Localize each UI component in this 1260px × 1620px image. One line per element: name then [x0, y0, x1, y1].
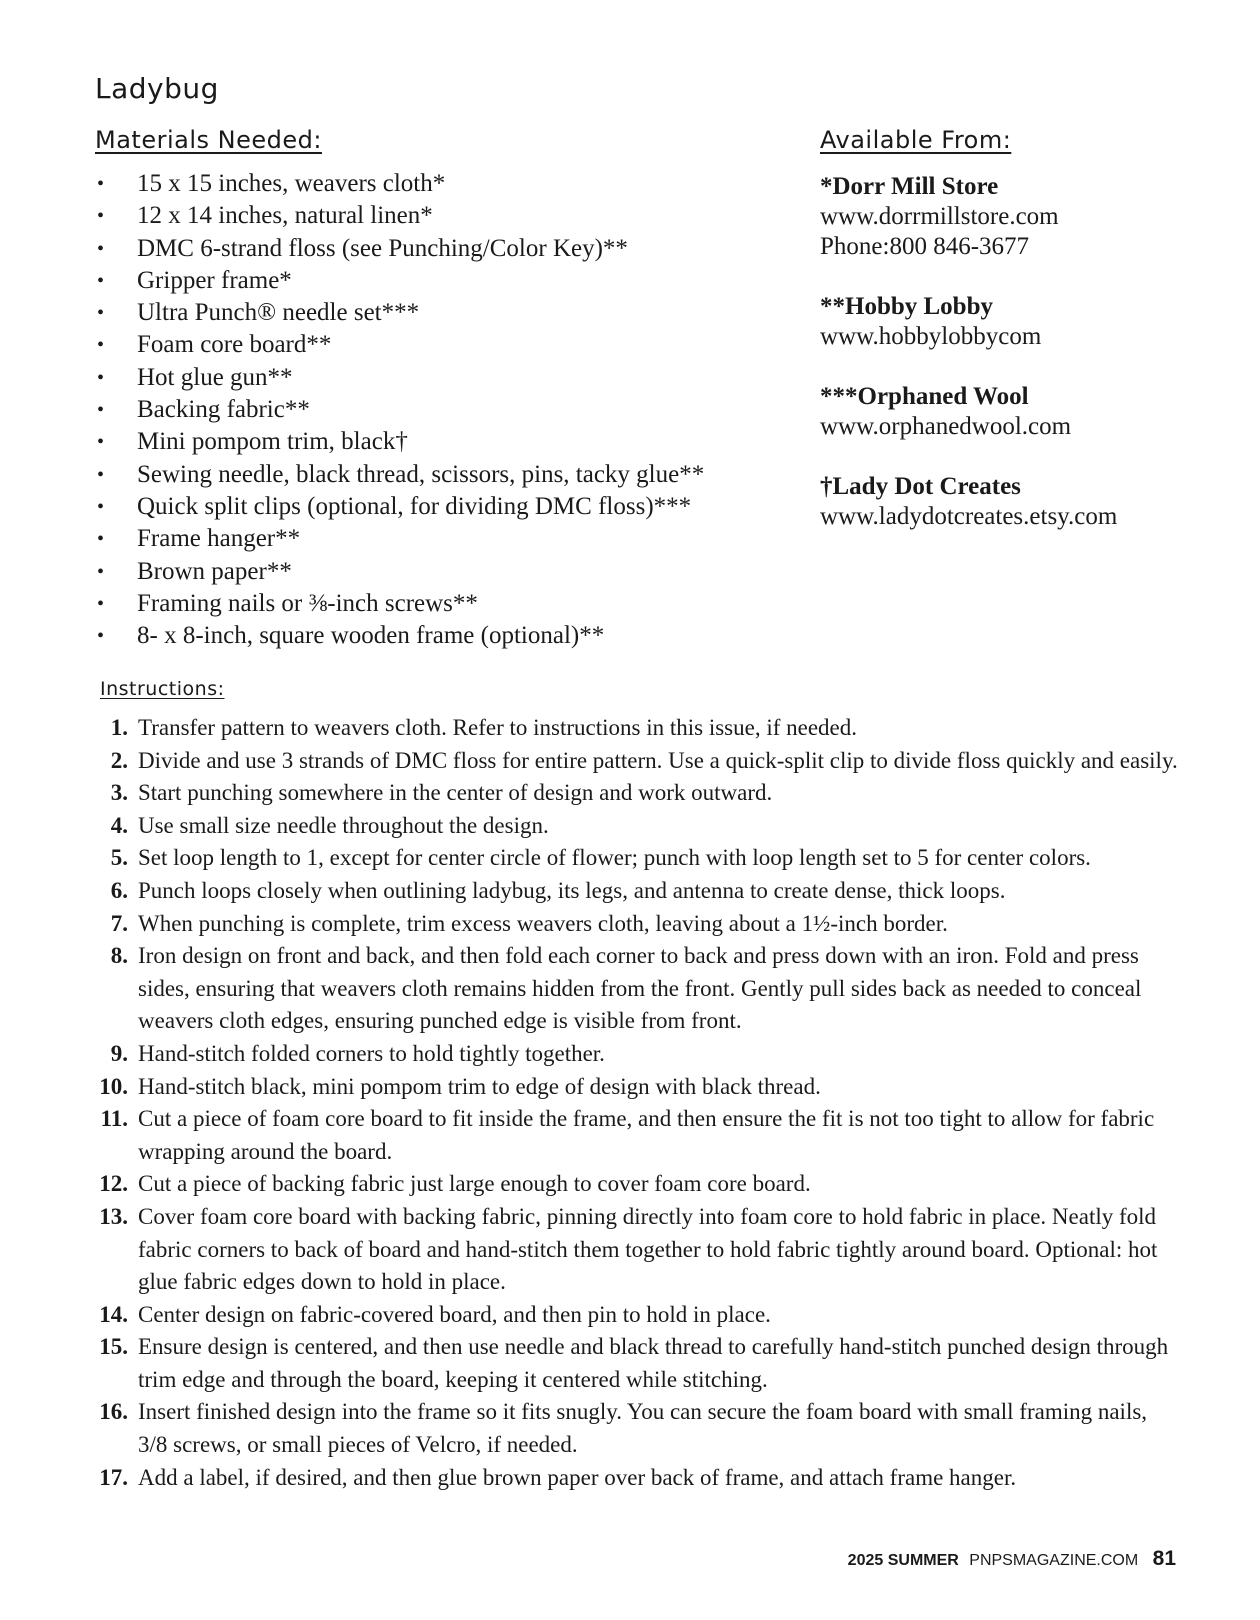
material-item	[95, 362, 775, 394]
source-name: *Dorr Mill Store	[820, 173, 999, 200]
step-text: Start punching somewhere in the center of design and work outward.	[138, 780, 773, 806]
bullet-icon: •	[97, 366, 105, 389]
footer-issue: 2025 SUMMER	[847, 1552, 959, 1569]
material-item	[95, 556, 775, 588]
source-name: **Hobby Lobby	[820, 293, 993, 320]
material-item	[95, 168, 775, 200]
step-number: 6.	[110, 877, 128, 903]
source-name: †Lady Dot Creates	[820, 473, 1021, 500]
page-number: 81	[1152, 1547, 1176, 1570]
step-number: 11.	[100, 1106, 128, 1132]
step-text: Set loop length to 1, except for center circle of flower; punch with loop length set to 5 for center colors.	[138, 845, 1091, 871]
step-text: Hand-stitch black, mini pompom trim to edge of design with black thread.	[138, 1073, 821, 1099]
bullet-icon: •	[97, 237, 105, 260]
instruction-step	[88, 1462, 1178, 1495]
page-title: Ladybug	[95, 72, 219, 105]
instruction-step	[88, 1103, 1178, 1168]
material-text: Framing nails or ⅜-inch screws**	[137, 589, 478, 617]
step-text: Hand-stitch folded corners to hold tightly together.	[138, 1040, 605, 1066]
step-text: Divide and use 3 strands of DMC floss for entire pattern. Use a quick-split clip to divide floss quickly and easily.	[138, 747, 1178, 773]
step-text: Add a label, if desired, and then glue brown paper over back of frame, and attach frame hanger.	[138, 1464, 1017, 1490]
material-text: Brown paper**	[137, 557, 292, 585]
material-text: Ultra Punch® needle set***	[137, 299, 420, 327]
material-item	[95, 459, 775, 491]
instruction-step	[88, 1299, 1178, 1332]
source-detail: Phone:800 846-3677	[820, 233, 1030, 260]
step-text: Ensure design is centered, and then use needle and black thread to carefully hand-stitch punched design through trim edge and through the board, keeping it centered while stitching.	[138, 1334, 1169, 1392]
step-number: 14.	[99, 1301, 128, 1327]
step-text: Iron design on front and back, and then fold each corner to back and press down with an iron. Fold and press sides, ensuring that weavers cloth remains hidden from the front. Gently pull sides back as needed to conceal weavers cloth edges, ensuring punched edge is visible from front.	[138, 943, 1142, 1034]
step-text: Insert finished design into the frame so it fits snugly. You can secure the foam board with small framing nails, 3/8 screws, or small pieces of Velcro, if needed.	[138, 1399, 1148, 1458]
material-text: 12 x 14 inches, natural linen*	[137, 202, 433, 230]
bullet-icon: •	[97, 173, 105, 195]
step-number: 5.	[110, 845, 128, 871]
instruction-step	[88, 712, 1178, 745]
material-text: Mini pompom trim, black†	[137, 428, 408, 456]
instruction-step	[88, 875, 1178, 908]
bullet-icon: •	[97, 592, 105, 615]
material-text: 15 x 15 inches, weavers cloth*	[137, 170, 446, 197]
step-text: Transfer pattern to weavers cloth. Refer to instructions in this issue, if needed.	[138, 715, 858, 740]
source-detail: www.ladydotcreates.etsy.com	[820, 503, 1118, 530]
instruction-step	[88, 810, 1178, 843]
instruction-step	[88, 842, 1178, 875]
step-number: 4.	[110, 812, 128, 838]
step-text: Cut a piece of backing fabric just large enough to cover foam core board.	[138, 1171, 811, 1197]
step-number: 10.	[99, 1073, 128, 1099]
source-detail: www.orphanedwool.com	[820, 413, 1072, 440]
step-number: 12.	[99, 1171, 128, 1197]
material-text: Frame hanger**	[137, 525, 301, 553]
source-entry	[820, 472, 1240, 532]
material-text: Quick split clips (optional, for dividing DMC floss)***	[137, 492, 692, 520]
instruction-step	[88, 777, 1178, 810]
page-footer	[848, 1547, 1176, 1571]
sources-list	[820, 172, 1240, 562]
material-item	[95, 426, 775, 458]
step-number: 13.	[99, 1203, 128, 1229]
step-text: Punch loops closely when outlining ladybug, its legs, and antenna to create dense, thick loops.	[138, 877, 1006, 903]
bullet-icon: •	[97, 625, 105, 648]
step-number: 2.	[110, 747, 128, 773]
material-item	[95, 491, 775, 523]
material-item	[95, 588, 775, 620]
step-number: 15.	[99, 1334, 128, 1360]
bullet-icon: •	[97, 431, 105, 454]
step-text: Use small size needle throughout the design.	[138, 812, 549, 838]
instruction-step	[88, 940, 1178, 1038]
source-detail: www.dorrmillstore.com	[820, 203, 1059, 230]
step-text: When punching is complete, trim excess weavers cloth, leaving about a 1½-inch border.	[138, 910, 948, 936]
bullet-icon: •	[97, 399, 105, 422]
material-item	[95, 394, 775, 426]
instructions-heading: Instructions:	[100, 678, 225, 700]
instruction-step	[88, 1038, 1178, 1071]
instruction-step	[88, 1168, 1178, 1201]
material-item	[95, 329, 775, 361]
material-text: Hot glue gun**	[137, 363, 293, 391]
materials-heading: Materials Needed:	[95, 126, 322, 154]
bullet-icon: •	[97, 560, 105, 583]
step-text: Center design on fabric-covered board, and then pin to hold in place.	[138, 1301, 771, 1327]
bullet-icon: •	[97, 528, 105, 551]
footer-site: PNPSMAGAZINE.COM	[969, 1552, 1139, 1569]
source-entry	[820, 172, 1240, 262]
instruction-step	[88, 1396, 1178, 1461]
material-text: Sewing needle, black thread, scissors, pins, tacky glue**	[137, 460, 705, 488]
material-text: 8- x 8-inch, square wooden frame (optional)**	[137, 622, 605, 650]
material-text: Gripper frame*	[137, 266, 292, 294]
bullet-icon: •	[97, 205, 105, 228]
instruction-step	[88, 1331, 1178, 1396]
step-number: 17.	[99, 1464, 128, 1490]
source-entry	[820, 292, 1240, 352]
material-text: Backing fabric**	[137, 396, 310, 424]
material-item	[95, 200, 775, 232]
bullet-icon: •	[97, 269, 105, 292]
instructions-list	[88, 712, 1178, 1494]
bullet-icon: •	[97, 463, 105, 486]
step-number: 7.	[110, 910, 128, 936]
materials-list	[95, 168, 775, 652]
material-text: Foam core board**	[137, 331, 332, 359]
step-number: 1.	[110, 715, 128, 740]
material-item	[95, 265, 775, 297]
material-text: DMC 6-strand floss (see Punching/Color Key)**	[137, 234, 628, 262]
material-item	[95, 297, 775, 329]
source-detail: www.hobbylobbycom	[820, 323, 1042, 350]
step-number: 16.	[99, 1399, 128, 1425]
step-text: Cut a piece of foam core board to fit inside the frame, and then ensure the fit is not too tight to allow for fabric wrapping around the board.	[138, 1106, 1155, 1164]
step-text: Cover foam core board with backing fabric, pinning directly into foam core to hold fabric in place. Neatly fold fabric corners to back of board and hand-stitch them together to hold fabric tightly around board. Optional: hot glue fabric edges down to hold in place.	[138, 1203, 1158, 1295]
step-number: 8.	[110, 943, 128, 969]
bullet-icon: •	[97, 495, 105, 518]
material-item	[95, 233, 775, 265]
source-name: ***Orphaned Wool	[820, 383, 1029, 410]
material-item	[95, 620, 775, 652]
instruction-step	[88, 1201, 1178, 1299]
instruction-step	[88, 1071, 1178, 1104]
instruction-step	[88, 908, 1178, 941]
source-entry	[820, 382, 1240, 442]
available-from-heading: Available From:	[820, 126, 1012, 154]
instruction-step	[88, 745, 1178, 778]
material-item	[95, 523, 775, 555]
step-number: 9.	[110, 1040, 128, 1066]
bullet-icon: •	[97, 302, 105, 325]
bullet-icon: •	[97, 334, 105, 357]
step-number: 3.	[110, 780, 128, 806]
